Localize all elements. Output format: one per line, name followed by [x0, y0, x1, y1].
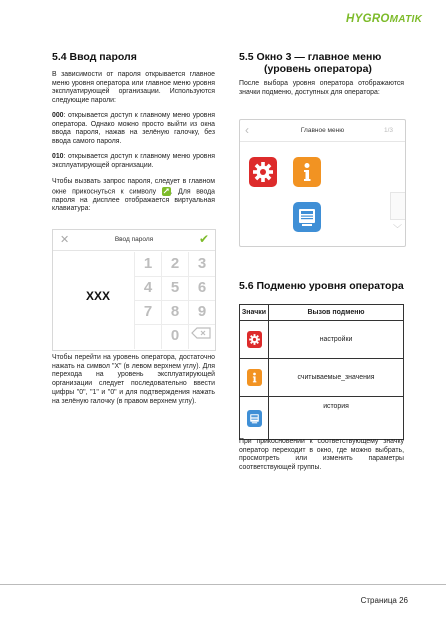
- submenu-readings-label: считываемые_значения: [269, 359, 404, 397]
- section-5-6-text: При прикосновении к соответствующему значку оператор переходит в окно, где можно выбрать, просмотреть или изменить параметры соответствующей группы.: [239, 438, 404, 472]
- section-5-6-heading: 5.6 Подменю уровня оператора: [239, 280, 404, 292]
- keypad-title: Ввод пароля: [114, 236, 154, 243]
- keypad-instructions: Чтобы перейти на уровень оператора, достаточно нажать на символ "X" (в левом верхнем углу). Для перехода на уровень эксплуатирующей организации следует последовательно ввести цифры "0", "1" и "0" и для подтверждения нажать на зелёную галочку (в правом верхнем углу).: [52, 354, 215, 405]
- password-010-text: : открывается доступ к главному меню уровня эксплуатирующей организации.: [52, 153, 215, 169]
- password-000-text: : открывается доступ к главному меню уровня оператора. Однако можно просто выйти из окна ввода пароля, нажав на зелёную галочку, без ввода самого пароля.: [52, 112, 215, 146]
- col-header-icons: Значки: [240, 305, 269, 321]
- history-tile-icon[interactable]: [293, 202, 321, 232]
- table-row: [240, 397, 404, 440]
- close-icon[interactable]: ✕: [60, 234, 70, 246]
- table-row: [240, 359, 404, 397]
- section-5-5-heading-line1: 5.5 Окно 3 — главное меню: [239, 51, 382, 63]
- back-arrow-icon[interactable]: ‹: [245, 123, 249, 137]
- submenu-history-label: история: [269, 397, 404, 440]
- section-5-5-intro: После выбора уровня оператора отображаются значки подменю, доступных для оператора:: [239, 80, 404, 96]
- brand-logo: HYGROMATIK: [346, 13, 423, 25]
- section-5-4-intro: В зависимости от пароля открывается главное меню уровня оператора или главное меню уровня эксплуатирующей организации. Используются следующие пароли:: [52, 71, 215, 105]
- info-icon: [247, 369, 262, 386]
- key-6[interactable]: 6: [197, 279, 207, 296]
- key-symbol-icon: [162, 187, 171, 196]
- password-010-code: 010: [52, 153, 64, 160]
- side-scroll-tab[interactable]: [390, 192, 405, 220]
- password-000-paragraph: [52, 112, 215, 147]
- history-icon: [247, 410, 262, 427]
- col-header-call: Вызов подменю: [269, 305, 404, 321]
- submenu-settings-label: настройки: [269, 321, 404, 359]
- chevron-down-icon[interactable]: ﹀: [392, 224, 402, 234]
- key-8[interactable]: 8: [170, 303, 180, 320]
- settings-tile-icon[interactable]: [249, 157, 277, 187]
- call-password-paragraph: Чтобы вызвать запрос пароля, следует в главном окне прикоснуться к символу . Для ввода пароля на дисплее отображается виртуальная клавиатура:: [52, 178, 215, 213]
- section-5-5-heading-line2: (уровень оператора): [264, 63, 372, 75]
- password-010-paragraph: [52, 153, 215, 170]
- table-row: [240, 321, 404, 359]
- page-number: Страница 26: [360, 596, 408, 605]
- numeric-keypad: [134, 252, 215, 349]
- page-indicator: 1/3: [383, 127, 393, 134]
- key-4[interactable]: 4: [143, 279, 153, 296]
- submenu-table: [239, 304, 404, 440]
- settings-icon: [247, 331, 262, 348]
- key-2[interactable]: 2: [170, 255, 180, 272]
- key-3[interactable]: 3: [197, 255, 207, 272]
- key-5[interactable]: 5: [170, 279, 180, 296]
- main-menu-screen: [239, 119, 406, 247]
- main-menu-title: Главное меню: [300, 127, 345, 134]
- key-9[interactable]: 9: [197, 303, 207, 320]
- password-entry: XXX: [86, 289, 111, 303]
- footer-divider: [0, 584, 446, 585]
- checkmark-icon[interactable]: ✔: [198, 232, 209, 246]
- password-000-code: 000: [52, 112, 64, 119]
- password-keypad-screen: [52, 229, 216, 351]
- backspace-icon[interactable]: [191, 327, 211, 339]
- section-5-4-heading: 5.4 Ввод пароля: [52, 51, 137, 63]
- key-1[interactable]: 1: [143, 255, 153, 272]
- key-0[interactable]: 0: [170, 327, 180, 344]
- key-7[interactable]: 7: [143, 303, 153, 320]
- info-tile-icon[interactable]: [293, 157, 321, 187]
